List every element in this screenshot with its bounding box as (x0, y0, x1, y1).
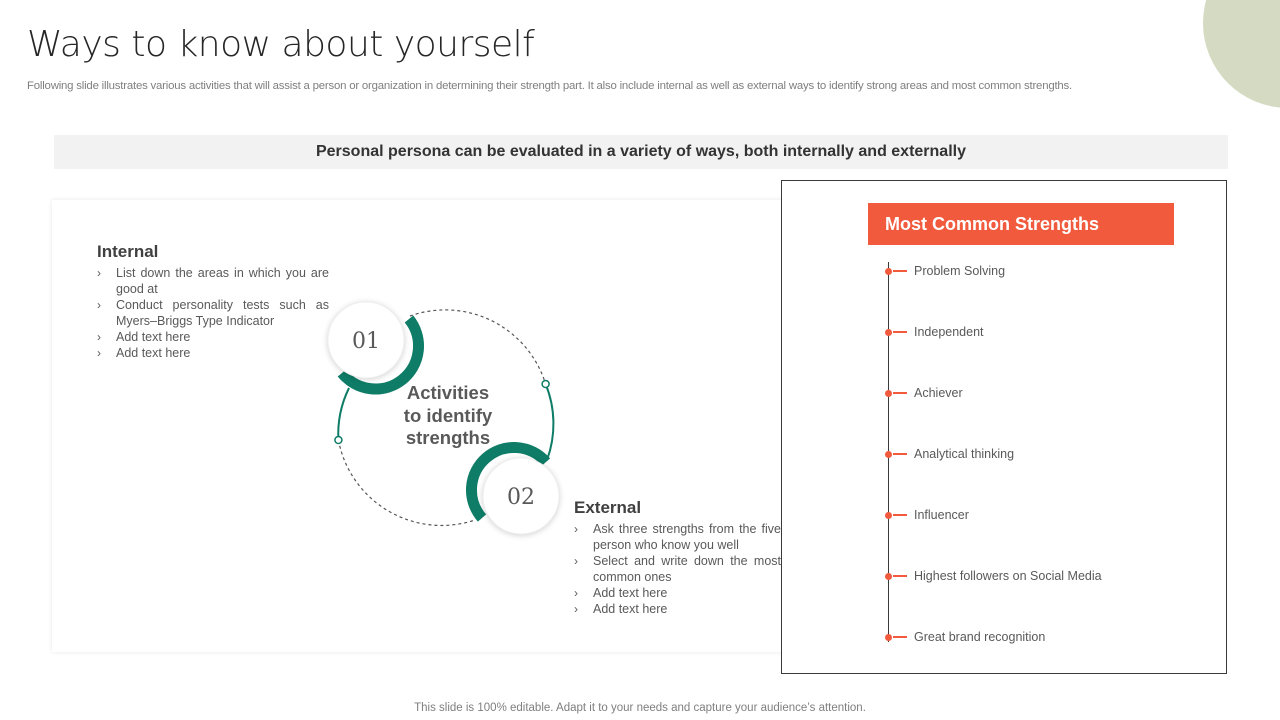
banner-text: Personal persona can be evaluated in a variety of ways, both internally and externally (315, 143, 966, 160)
external-bullet: › Ask three strengths from the five person who know you well (574, 521, 781, 553)
strength-label: Independent (914, 325, 984, 339)
external-heading: External (574, 498, 642, 517)
timeline-dot (885, 512, 892, 519)
timeline-dot (885, 451, 892, 458)
timeline-dash (893, 331, 907, 333)
teal-arc-left (338, 388, 349, 440)
timeline-dot (885, 390, 892, 397)
connector-dot-right (542, 381, 549, 388)
timeline-dash (893, 636, 907, 638)
strength-label: Problem Solving (914, 264, 1006, 278)
internal-bullet: › Conduct personality tests such as Myers–Briggs Type Indicator (97, 297, 329, 329)
external-bullet: › Add text here (574, 601, 781, 617)
teal-arc-right (546, 384, 554, 460)
internal-bullet: › Add text here (97, 345, 329, 361)
step-02-number: 02 (507, 485, 535, 510)
strength-item (885, 385, 963, 401)
timeline-dash (893, 392, 907, 394)
timeline-dot (885, 573, 892, 580)
step-01-number: 01 (352, 329, 380, 354)
slide-subtitle: Following slide illustrates various activities that will assist a person or organization in determining their strength part. It also include internal as well as external ways to identify strong areas and most common strengths. (27, 80, 1073, 92)
timeline-dot (885, 268, 892, 275)
external-bullet: › Add text here (574, 585, 781, 601)
center-label-line: Activities (406, 382, 490, 403)
strength-item (885, 263, 1005, 279)
timeline-dash (893, 453, 907, 455)
external-bullet: › Select and write down the most common ones (574, 553, 781, 585)
strength-item (885, 568, 1102, 584)
timeline-dot (885, 329, 892, 336)
strengths-header (868, 203, 1174, 245)
strength-label: Achiever (914, 386, 963, 400)
strength-label: Great brand recognition (914, 630, 1046, 644)
center-label (388, 382, 508, 450)
strengths-header-text: Most Common Strengths (885, 213, 1099, 234)
slide-footer: This slide is 100% editable. Adapt it to your needs and capture your audience’s attention. (414, 702, 866, 714)
timeline-dash (893, 514, 907, 516)
center-label-line: to identify (403, 404, 493, 426)
slide-title: Ways to know about yourself (27, 24, 535, 65)
strengths-panel (781, 180, 1227, 674)
timeline-dot (885, 634, 892, 641)
internal-bullet-list (97, 265, 329, 361)
dashed-arc-bottom (338, 440, 475, 525)
strength-item (885, 629, 1045, 645)
timeline-dash (893, 270, 907, 272)
dashed-arc-top (410, 310, 546, 384)
center-label-line: strengths (405, 427, 491, 448)
external-block (574, 498, 781, 617)
internal-bullet: › Add text here (97, 329, 329, 345)
internal-block (97, 242, 329, 361)
internal-bullet: › List down the areas in which you are good at (97, 265, 329, 297)
strength-label: Influencer (914, 508, 969, 522)
connector-dot-left (335, 437, 342, 444)
strength-item (885, 507, 969, 523)
internal-heading: Internal (97, 242, 159, 261)
strength-label: Highest followers on Social Media (914, 569, 1102, 583)
step-01 (328, 302, 419, 389)
strength-item (885, 324, 984, 340)
step-02 (471, 447, 559, 534)
strength-item (885, 446, 1014, 462)
strength-label: Analytical thinking (914, 447, 1015, 461)
external-bullet-list (574, 521, 781, 617)
timeline-dash (893, 575, 907, 577)
